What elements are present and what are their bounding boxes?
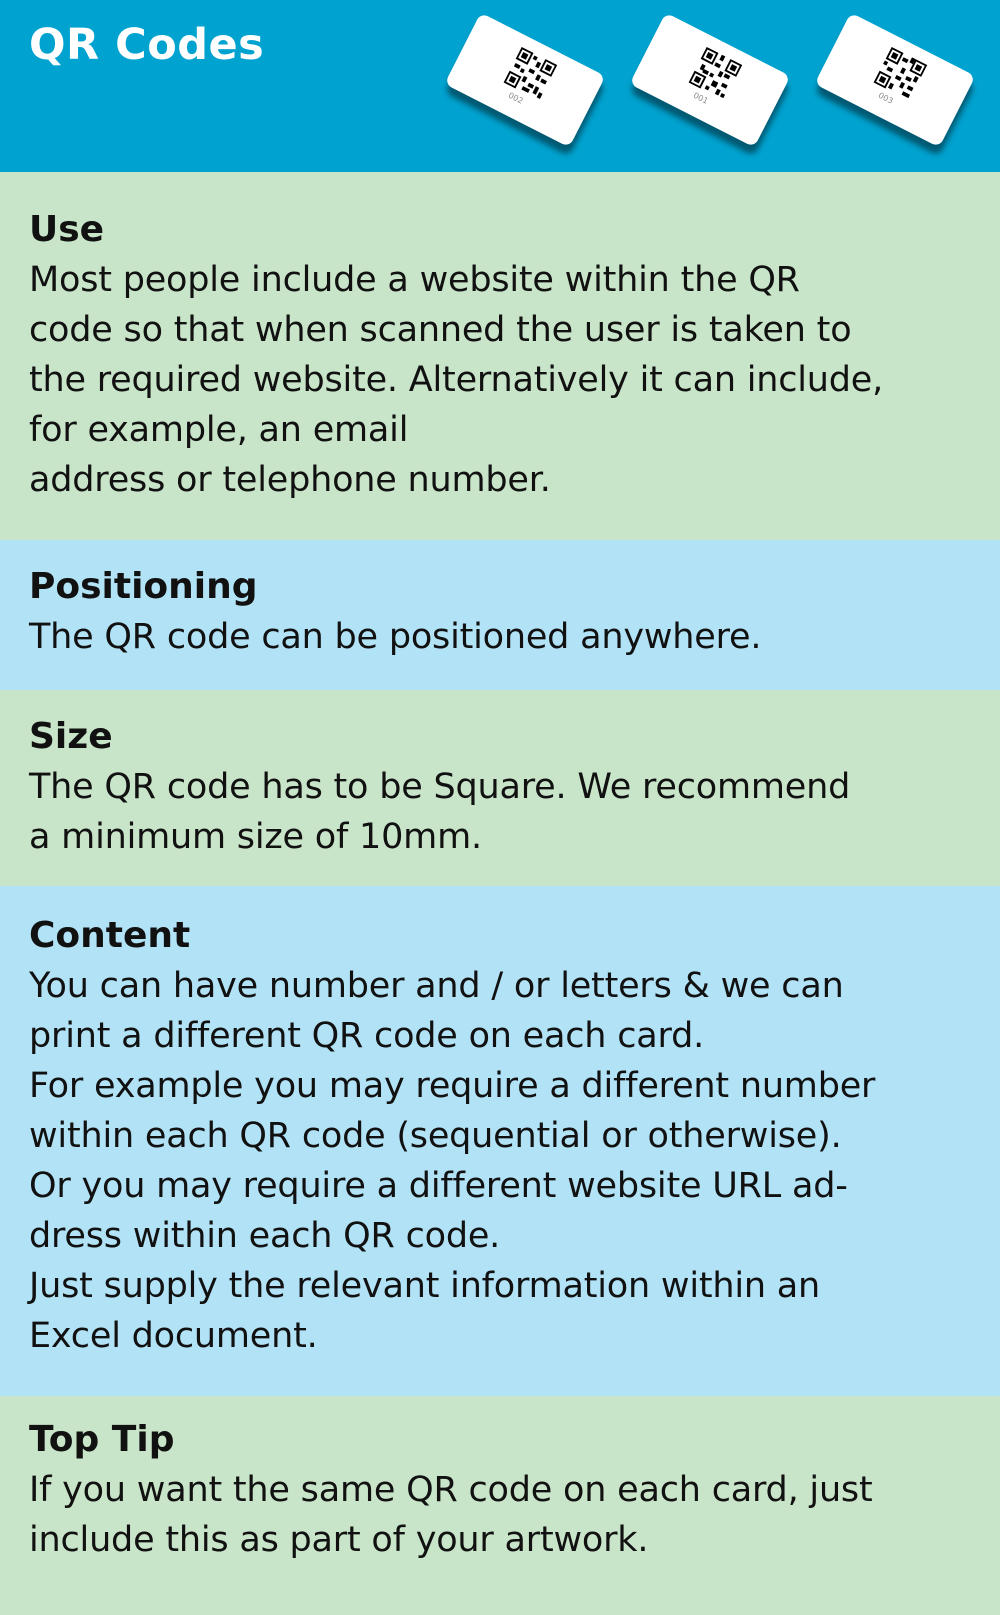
section-line: The QR code has to be Square. We recommend	[29, 767, 851, 807]
section-size	[0, 690, 1000, 886]
section-line: a minimum size of 10mm.	[29, 817, 482, 857]
section-line: include this as part of your artwork.	[29, 1520, 649, 1560]
section-line: Most people include a website within the QR	[29, 260, 800, 300]
card-number: 003	[876, 90, 895, 106]
section-line: You can have number and / or letters & we can	[29, 966, 844, 1006]
section-positioning	[0, 540, 1000, 690]
section-line: code so that when scanned the user is taken to	[29, 310, 852, 350]
section-top-tip	[0, 1396, 1000, 1615]
section-content	[0, 886, 1000, 1396]
section-line: Just supply the relevant information within an	[29, 1266, 821, 1306]
section-title: Content	[29, 915, 191, 956]
section-title: Use	[29, 209, 105, 250]
section-line: address or telephone number.	[29, 460, 551, 500]
section-title: Top Tip	[29, 1419, 175, 1460]
section-line: Or you may require a different website URL ad-	[29, 1166, 848, 1206]
section-line: dress within each QR code.	[29, 1216, 501, 1256]
header-banner	[0, 0, 1000, 172]
section-line: If you want the same QR code on each card, just	[29, 1470, 873, 1510]
card-number: 002	[506, 90, 525, 106]
page-title: QR Codes	[29, 20, 265, 70]
sample-card-2	[629, 13, 790, 148]
sample-card-3	[814, 13, 975, 148]
section-line: print a different QR code on each card.	[29, 1016, 705, 1056]
section-line: for example, an email	[29, 410, 409, 450]
section-line: The QR code can be positioned anywhere.	[29, 617, 762, 657]
section-title: Positioning	[29, 566, 258, 607]
section-line: For example you may require a different number	[29, 1066, 876, 1106]
sample-card-1	[444, 13, 605, 148]
section-line: the required website. Alternatively it can include,	[29, 360, 884, 400]
section-use	[0, 172, 1000, 540]
section-line: within each QR code (sequential or otherwise).	[29, 1116, 842, 1156]
section-title: Size	[29, 716, 113, 757]
section-line: Excel document.	[29, 1316, 318, 1356]
card-number: 001	[691, 90, 710, 106]
